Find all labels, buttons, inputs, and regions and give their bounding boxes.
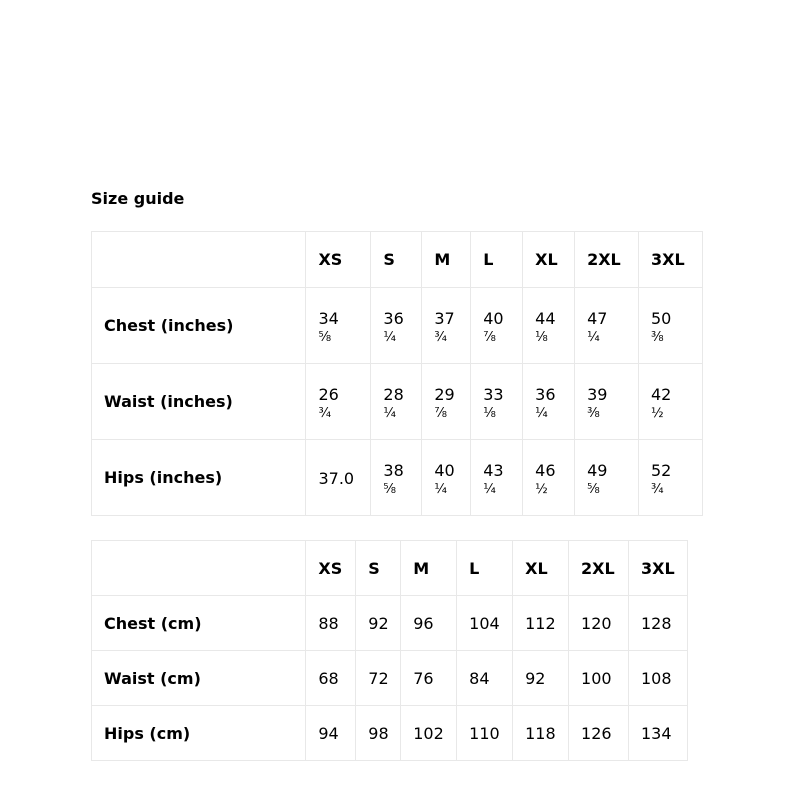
row-label: Chest (cm) [92, 596, 306, 651]
value-fraction: ¼ [587, 329, 600, 345]
row-label: Chest (inches) [92, 288, 306, 364]
measurement-cell: 126 [569, 706, 629, 761]
value-whole: 43 [483, 460, 504, 480]
value-whole: 47 [587, 308, 608, 328]
table-row-waist-inches [92, 364, 703, 440]
value-fraction: ⅞ [434, 405, 447, 421]
measurement-cell: 110 [457, 706, 513, 761]
measurement-cell: 112 [513, 596, 569, 651]
measurement-cell: 128 [628, 596, 687, 651]
size-header: XL [523, 232, 575, 288]
measurement-cell [306, 440, 371, 516]
measurement-cell: 134 [628, 706, 687, 761]
measurement-cell: 120 [569, 596, 629, 651]
measurement-cell: 102 [401, 706, 457, 761]
measurement-cell: 84 [457, 651, 513, 706]
measurement-cell [575, 364, 639, 440]
measurement-cell [471, 440, 523, 516]
value-whole: 36 [535, 384, 556, 404]
measurement-cell [575, 440, 639, 516]
value-whole: 37 [434, 308, 455, 328]
measurement-cell: 92 [356, 596, 401, 651]
measurement-cell: 72 [356, 651, 401, 706]
value-whole: 33 [483, 384, 504, 404]
measurement-cell [471, 288, 523, 364]
measurement-cell [422, 364, 471, 440]
measurement-cell: 94 [306, 706, 356, 761]
value-fraction: ¾ [318, 405, 332, 421]
table-row-waist-cm [92, 651, 688, 706]
value-whole: 50 [651, 308, 672, 328]
size-table-cm [91, 540, 688, 761]
row-label: Hips (cm) [92, 706, 306, 761]
table-row-chest-cm [92, 596, 688, 651]
value-whole: 37.0 [318, 468, 355, 488]
value-fraction: ⅛ [535, 329, 548, 345]
value-whole: 39 [587, 384, 608, 404]
header-corner-cell [92, 232, 306, 288]
value-fraction: ⅝ [383, 481, 396, 497]
measurement-cell [639, 440, 703, 516]
measurement-cell [523, 440, 575, 516]
table-row-hips-inches [92, 440, 703, 516]
measurement-cell: 76 [401, 651, 457, 706]
value-fraction: ⅞ [483, 329, 496, 345]
table-row-chest-inches [92, 288, 703, 364]
value-fraction: ¼ [535, 405, 548, 421]
value-fraction: ⅜ [587, 405, 600, 421]
value-whole: 46 [535, 460, 556, 480]
row-label: Waist (cm) [92, 651, 306, 706]
measurement-cell: 88 [306, 596, 356, 651]
measurement-cell: 92 [513, 651, 569, 706]
measurement-cell: 98 [356, 706, 401, 761]
table-header-row [92, 541, 688, 596]
value-fraction: ⅛ [483, 405, 496, 421]
size-header: 2XL [569, 541, 629, 596]
value-whole: 42 [651, 384, 672, 404]
value-whole: 40 [434, 460, 455, 480]
value-whole: 28 [383, 384, 404, 404]
row-label: Waist (inches) [92, 364, 306, 440]
size-header: S [371, 232, 422, 288]
size-header: L [457, 541, 513, 596]
value-whole: 26 [318, 384, 339, 404]
size-header: 2XL [575, 232, 639, 288]
size-header: M [401, 541, 457, 596]
value-fraction: ¾ [434, 329, 447, 345]
measurement-cell [471, 364, 523, 440]
measurement-cell [306, 288, 371, 364]
value-fraction: ¼ [434, 481, 447, 497]
measurement-cell [575, 288, 639, 364]
measurement-cell: 104 [457, 596, 513, 651]
size-header: M [422, 232, 471, 288]
row-label: Hips (inches) [92, 440, 306, 516]
table-header-row [92, 232, 703, 288]
measurement-cell [306, 364, 371, 440]
measurement-cell [639, 288, 703, 364]
size-header: 3XL [639, 232, 703, 288]
size-header: XS [306, 541, 356, 596]
measurement-cell: 68 [306, 651, 356, 706]
value-whole: 49 [587, 460, 608, 480]
page-title: Size guide [91, 189, 185, 208]
size-header: 3XL [628, 541, 687, 596]
value-whole: 36 [383, 308, 404, 328]
value-whole: 38 [383, 460, 404, 480]
measurement-cell [422, 288, 471, 364]
size-header: XL [513, 541, 569, 596]
measurement-cell [371, 288, 422, 364]
header-corner-cell [92, 541, 306, 596]
measurement-cell [422, 440, 471, 516]
measurement-cell: 100 [569, 651, 629, 706]
measurement-cell: 96 [401, 596, 457, 651]
measurement-cell [371, 364, 422, 440]
value-whole: 40 [483, 308, 504, 328]
size-header: S [356, 541, 401, 596]
measurement-cell [371, 440, 422, 516]
value-fraction: ¼ [483, 481, 496, 497]
measurement-cell [523, 364, 575, 440]
table-row-hips-cm [92, 706, 688, 761]
value-fraction: ¾ [651, 481, 664, 497]
value-whole: 52 [651, 460, 672, 480]
measurement-cell [523, 288, 575, 364]
size-header: XS [306, 232, 371, 288]
value-fraction: ⅝ [587, 481, 600, 497]
value-fraction: ¼ [383, 405, 396, 421]
value-fraction: ¼ [383, 329, 396, 345]
size-header: L [471, 232, 523, 288]
measurement-cell: 118 [513, 706, 569, 761]
value-fraction: ½ [535, 481, 548, 497]
measurement-cell: 108 [628, 651, 687, 706]
value-whole: 34 [318, 308, 339, 328]
value-fraction: ⅝ [318, 329, 332, 345]
value-fraction: ⅜ [651, 329, 664, 345]
value-whole: 29 [434, 384, 455, 404]
size-table-inches [91, 231, 703, 516]
value-whole: 44 [535, 308, 556, 328]
value-fraction: ½ [651, 405, 664, 421]
measurement-cell [639, 364, 703, 440]
